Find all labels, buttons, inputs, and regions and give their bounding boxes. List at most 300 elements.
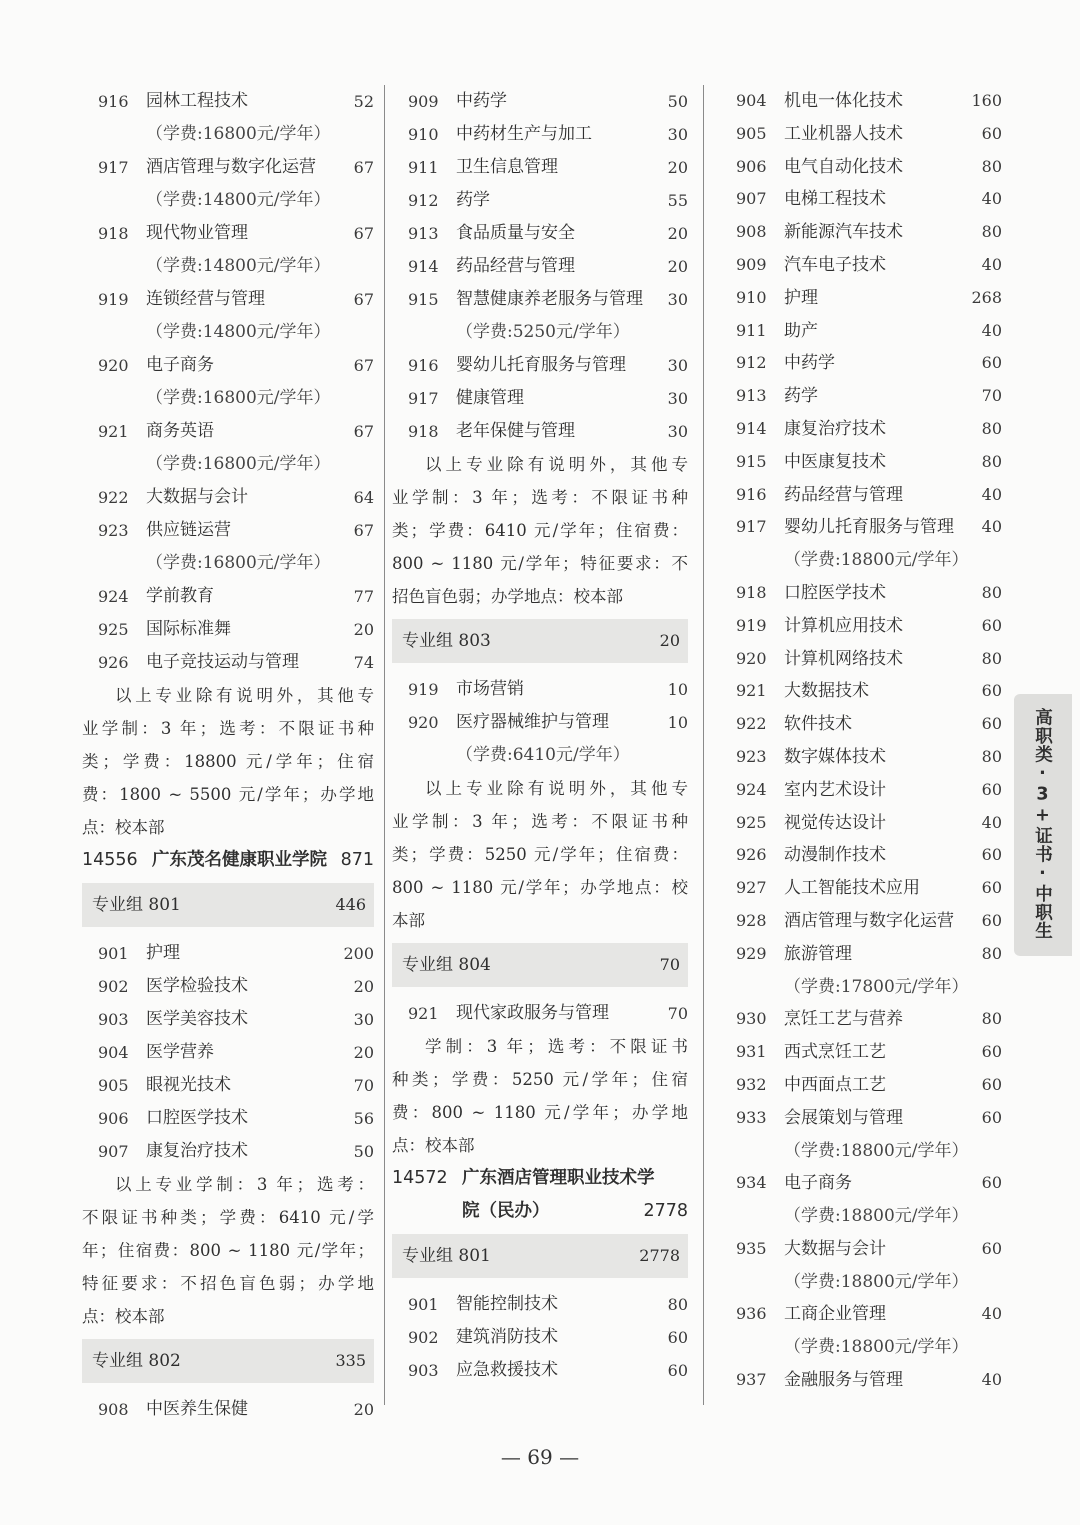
notes-line: 点：校本部 (82, 818, 165, 837)
notes-line: 类；学费：6410 元/学年；住宿费： (392, 521, 688, 540)
major-row (82, 283, 374, 316)
major-name: 老年保健与管理 (456, 421, 575, 441)
major-row (392, 118, 688, 151)
major-code: 917 (736, 517, 767, 537)
major-row (720, 774, 1002, 807)
major-code: 908 (98, 1400, 129, 1419)
major-code: 937 (736, 1370, 767, 1390)
major-name: 金融服务与管理 (784, 1370, 903, 1391)
major-code: 914 (736, 418, 767, 438)
major-code: 904 (736, 91, 767, 110)
institution-code: 14556 (82, 850, 138, 870)
major-quota: 60 (981, 123, 1002, 143)
major-code: 906 (98, 1109, 129, 1128)
tuition-note: （学费:14800元/学年） (146, 322, 331, 342)
notes-paragraph (392, 1030, 688, 1162)
major-row (720, 1069, 1002, 1102)
institution-name: 广东茂名健康职业学院 (152, 850, 327, 870)
notes-line: 以上专业除有说明外，其他专 (425, 455, 688, 474)
major-name: 会展策划与管理 (784, 1107, 903, 1128)
major-row (82, 970, 374, 1003)
major-code: 932 (736, 1074, 767, 1094)
major-row (82, 937, 374, 970)
tuition-note-row (720, 544, 1002, 577)
institution-name: 广东酒店管理职业技术学 (462, 1168, 655, 1188)
major-name: 智能控制技术 (456, 1294, 558, 1314)
major-code: 923 (98, 521, 129, 540)
major-name: 工业机器人技术 (784, 123, 903, 144)
major-quota: 20 (667, 257, 688, 276)
major-name: 大数据与会计 (784, 1238, 886, 1259)
major-row (720, 1102, 1002, 1135)
major-code: 921 (408, 1004, 439, 1023)
major-code: 928 (736, 910, 767, 930)
major-quota: 80 (667, 1295, 688, 1314)
tuition-note: （学费:18800元/学年） (784, 1206, 969, 1227)
major-row (82, 514, 374, 547)
major-code: 936 (736, 1304, 767, 1324)
major-code: 913 (408, 224, 439, 243)
major-row (82, 217, 374, 250)
major-quota: 67 (353, 521, 374, 540)
notes-paragraph (82, 1168, 374, 1333)
major-group-quota: 20 (659, 631, 680, 650)
major-quota: 60 (981, 1173, 1002, 1193)
institution-total: 871 (340, 850, 374, 870)
tuition-note: （学费:16800元/学年） (146, 454, 331, 474)
major-row (720, 1036, 1002, 1069)
major-quota: 80 (981, 582, 1002, 602)
major-quota: 70 (353, 1076, 374, 1095)
major-quota: 60 (981, 910, 1002, 930)
major-quota: 30 (667, 290, 688, 309)
tuition-note: （学费:5250元/学年） (456, 322, 630, 342)
major-row (720, 643, 1002, 676)
major-quota: 80 (981, 156, 1002, 176)
major-row (82, 349, 374, 382)
major-name: 护理 (784, 287, 818, 308)
major-row (720, 905, 1002, 938)
major-name: 烹饪工艺与营养 (784, 1009, 903, 1030)
major-code: 909 (736, 254, 767, 274)
major-row (392, 85, 688, 118)
major-code: 914 (408, 257, 439, 276)
major-group-name: 专业组 803 (402, 631, 491, 651)
major-name: 电子商务 (146, 355, 214, 375)
major-group-bar (392, 943, 688, 987)
major-name: 药品经营与管理 (784, 484, 903, 505)
major-row (720, 315, 1002, 348)
major-code: 912 (736, 353, 767, 373)
major-code: 917 (408, 389, 439, 408)
major-name: 电子竞技运动与管理 (146, 652, 299, 672)
tuition-note: （学费:6410元/学年） (456, 745, 630, 765)
notes-line: 点：校本部 (392, 1136, 475, 1155)
institution-total: 2778 (643, 1201, 688, 1221)
major-code: 909 (408, 92, 439, 111)
major-code: 924 (98, 587, 129, 606)
major-row (720, 872, 1002, 905)
major-quota: 80 (981, 648, 1002, 668)
major-group-quota: 70 (659, 955, 680, 974)
major-name: 中药材生产与加工 (456, 124, 592, 144)
major-quota: 80 (981, 222, 1002, 242)
major-code: 901 (408, 1295, 439, 1314)
major-row (392, 415, 688, 448)
side-tab-label: 高职类·3+证书·中职生 (1032, 708, 1053, 940)
major-name: 护理 (146, 943, 180, 963)
institution-header (392, 1162, 688, 1228)
major-quota: 67 (353, 422, 374, 441)
major-row (720, 282, 1002, 315)
institution-header-line (392, 1162, 688, 1195)
major-name: 电子商务 (784, 1173, 852, 1194)
major-quota: 60 (667, 1328, 688, 1347)
major-code: 929 (736, 943, 767, 963)
major-name: 口腔医学技术 (784, 582, 886, 603)
major-code: 918 (408, 422, 439, 441)
major-row (392, 217, 688, 250)
major-code: 918 (98, 224, 129, 243)
column-middle (392, 85, 688, 1387)
notes-line: 费：800 ~ 1180 元/学年；办学地 (392, 1103, 688, 1122)
major-row (720, 511, 1002, 544)
major-row (82, 580, 374, 613)
major-quota: 40 (981, 254, 1002, 274)
major-name: 婴幼儿托育服务与管理 (456, 355, 626, 375)
major-quota: 60 (981, 615, 1002, 635)
major-name: 计算机应用技术 (784, 615, 903, 636)
major-name: 中医养生保健 (146, 1399, 248, 1419)
major-code: 919 (408, 680, 439, 699)
major-name: 大数据技术 (784, 681, 869, 702)
major-name: 动漫制作技术 (784, 845, 886, 866)
major-name: 国际标准舞 (146, 619, 231, 639)
major-group-name: 专业组 801 (92, 895, 181, 915)
major-name: 电气自动化技术 (784, 156, 903, 177)
major-code: 921 (98, 422, 129, 441)
major-quota: 50 (667, 92, 688, 111)
major-group-quota: 446 (335, 895, 366, 914)
major-quota: 60 (981, 779, 1002, 799)
major-name: 口腔医学技术 (146, 1108, 248, 1128)
major-quota: 80 (981, 943, 1002, 963)
major-row (392, 706, 688, 739)
major-code: 924 (736, 779, 767, 799)
notes-line: 类；学费：5250 元/学年；住宿费： (392, 845, 688, 864)
major-row (392, 349, 688, 382)
major-name: 视觉传达设计 (784, 812, 886, 833)
major-row (82, 1069, 374, 1102)
institution-code: 14572 (392, 1168, 448, 1188)
notes-paragraph (392, 772, 688, 937)
major-row (82, 646, 374, 679)
major-group-name: 专业组 802 (92, 1351, 181, 1371)
tuition-note-row (720, 1266, 1002, 1299)
major-name: 中药学 (456, 91, 507, 111)
major-name: 软件技术 (784, 714, 852, 735)
section-side-tab (1014, 694, 1072, 956)
major-group-bar (82, 1339, 374, 1383)
major-name: 卫生信息管理 (456, 157, 558, 177)
tuition-note-row (82, 547, 374, 580)
major-row (720, 216, 1002, 249)
major-code: 925 (736, 812, 767, 832)
major-quota: 70 (667, 1004, 688, 1023)
major-row (392, 184, 688, 217)
major-name: 药品经营与管理 (456, 256, 575, 276)
major-name: 机电一体化技术 (784, 91, 903, 111)
column-divider (384, 85, 385, 1405)
column-divider (703, 85, 704, 1405)
tuition-note-row (392, 316, 688, 349)
major-code: 917 (98, 158, 129, 177)
notes-line: 800 ~ 1180 元/学年；办学地点：校 (392, 878, 688, 897)
major-code: 918 (736, 582, 767, 602)
major-code: 931 (736, 1042, 767, 1062)
major-name: 人工智能技术应用 (784, 878, 920, 899)
major-row (392, 382, 688, 415)
major-code: 926 (736, 845, 767, 865)
major-row (82, 1003, 374, 1036)
major-row (720, 1364, 1002, 1397)
notes-line: 业学制：3 年；选考：不限证书种 (392, 812, 688, 831)
major-row (392, 1321, 688, 1354)
major-code: 916 (408, 356, 439, 375)
column-right (720, 85, 1002, 1397)
major-quota: 40 (981, 1304, 1002, 1324)
notes-line: 本部 (392, 911, 425, 930)
major-code: 906 (736, 156, 767, 176)
major-name: 康复治疗技术 (146, 1141, 248, 1161)
major-row (720, 85, 1002, 118)
major-quota: 60 (981, 1107, 1002, 1127)
major-row (82, 85, 374, 118)
major-name: 医学美容技术 (146, 1009, 248, 1029)
major-code: 923 (736, 746, 767, 766)
major-code: 902 (98, 977, 129, 996)
major-quota: 60 (667, 1361, 688, 1380)
major-name: 现代家政服务与管理 (456, 1003, 609, 1023)
major-name: 医学营养 (146, 1042, 214, 1062)
major-quota: 60 (981, 878, 1002, 898)
column-left (82, 85, 374, 1426)
major-quota: 52 (353, 92, 374, 111)
notes-line: 类；学费：18800 元/学年；住宿 (82, 752, 374, 771)
major-name: 连锁经营与管理 (146, 289, 265, 309)
major-code: 905 (98, 1076, 129, 1095)
major-name: 旅游管理 (784, 943, 852, 964)
major-code: 911 (408, 158, 439, 177)
major-name: 市场营销 (456, 679, 524, 699)
major-quota: 60 (981, 1074, 1002, 1094)
tuition-note-row (720, 1135, 1002, 1168)
major-quota: 67 (353, 224, 374, 243)
major-code: 930 (736, 1009, 767, 1029)
major-quota: 64 (353, 488, 374, 507)
major-code: 903 (98, 1010, 129, 1029)
major-quota: 40 (981, 320, 1002, 340)
major-row (392, 997, 688, 1030)
major-code: 901 (98, 944, 129, 963)
major-row (720, 118, 1002, 151)
tuition-note-row (82, 250, 374, 283)
major-quota: 30 (667, 389, 688, 408)
notes-line: 业学制：3 年；选考：不限证书种 (392, 488, 688, 507)
tuition-note: （学费:18800元/学年） (784, 1271, 969, 1292)
tuition-note: （学费:16800元/学年） (146, 553, 331, 573)
major-quota: 50 (353, 1142, 374, 1161)
major-quota: 30 (667, 125, 688, 144)
major-group-bar (392, 1234, 688, 1278)
major-row (392, 673, 688, 706)
major-row (82, 1135, 374, 1168)
major-quota: 80 (981, 451, 1002, 471)
major-row (392, 1354, 688, 1387)
major-code: 933 (736, 1107, 767, 1127)
major-group-quota: 2778 (639, 1246, 680, 1265)
major-name: 康复治疗技术 (784, 418, 886, 439)
major-row (720, 839, 1002, 872)
major-code: 907 (98, 1142, 129, 1161)
major-row (720, 151, 1002, 184)
major-quota: 67 (353, 290, 374, 309)
major-name: 酒店管理与数字化运营 (784, 910, 954, 931)
major-group-bar (82, 883, 374, 927)
tuition-note-row (82, 118, 374, 151)
major-name: 室内艺术设计 (784, 779, 886, 800)
major-quota: 67 (353, 158, 374, 177)
major-row (720, 807, 1002, 840)
major-code: 910 (408, 125, 439, 144)
major-row (720, 610, 1002, 643)
tuition-note: （学费:18800元/学年） (784, 1337, 969, 1358)
notes-line: 招色盲色弱；办学地点：校本部 (392, 587, 623, 606)
major-name: 药学 (784, 386, 818, 407)
notes-line: 费：1800 ~ 5500 元/学年；办学地 (82, 785, 374, 804)
major-row (392, 283, 688, 316)
major-name: 大数据与会计 (146, 487, 248, 507)
major-code: 922 (736, 714, 767, 734)
major-name: 婴幼儿托育服务与管理 (784, 517, 954, 538)
major-row (720, 1167, 1002, 1200)
major-code: 922 (98, 488, 129, 507)
tuition-note-row (392, 739, 688, 772)
major-quota: 20 (353, 1400, 374, 1419)
major-name: 新能源汽车技术 (784, 222, 903, 243)
tuition-note-row (82, 316, 374, 349)
major-row (720, 1233, 1002, 1266)
major-group-name: 专业组 804 (402, 955, 491, 975)
major-code: 902 (408, 1328, 439, 1347)
tuition-note: （学费:14800元/学年） (146, 190, 331, 210)
major-quota: 10 (667, 713, 688, 732)
major-quota: 268 (971, 287, 1002, 307)
major-name: 中药学 (784, 353, 835, 374)
major-code: 920 (736, 648, 767, 668)
major-code: 908 (736, 222, 767, 242)
major-code: 904 (98, 1043, 129, 1062)
major-quota: 40 (981, 484, 1002, 504)
tuition-note-row (82, 448, 374, 481)
major-quota: 80 (981, 1009, 1002, 1029)
major-quota: 70 (981, 386, 1002, 406)
notes-line: 以上专业学制：3 年；选考： (115, 1175, 374, 1194)
major-code: 934 (736, 1173, 767, 1193)
major-code: 926 (98, 653, 129, 672)
major-code: 915 (736, 451, 767, 471)
notes-paragraph (82, 679, 374, 844)
major-code: 913 (736, 386, 767, 406)
tuition-note-row (82, 382, 374, 415)
notes-line: 800 ~ 1180 元/学年；特征要求：不 (392, 554, 688, 573)
major-code: 912 (408, 191, 439, 210)
major-name: 医疗器械维护与管理 (456, 712, 609, 732)
notes-line: 学制：3 年；选考：不限证书 (425, 1037, 688, 1056)
major-quota: 40 (981, 812, 1002, 832)
major-row (720, 675, 1002, 708)
major-row (720, 1298, 1002, 1331)
major-row (82, 613, 374, 646)
major-quota: 60 (981, 681, 1002, 701)
notes-paragraph (392, 448, 688, 613)
major-row (720, 249, 1002, 282)
major-row (720, 183, 1002, 216)
major-name: 汽车电子技术 (784, 254, 886, 275)
major-name: 健康管理 (456, 388, 524, 408)
major-quota: 80 (981, 746, 1002, 766)
major-code: 920 (408, 713, 439, 732)
major-row (392, 151, 688, 184)
major-quota: 20 (353, 977, 374, 996)
major-row (392, 1288, 688, 1321)
major-group-bar (392, 619, 688, 663)
tuition-note-row (720, 1331, 1002, 1364)
major-quota: 160 (971, 91, 1002, 110)
tuition-note-row (720, 971, 1002, 1004)
major-quota: 55 (667, 191, 688, 210)
notes-line: 以上专业除有说明外，其他专 (425, 779, 688, 798)
major-name: 应急救援技术 (456, 1360, 558, 1380)
major-name: 助产 (784, 320, 818, 341)
major-name: 商务英语 (146, 421, 214, 441)
major-code: 925 (98, 620, 129, 639)
major-name: 智慧健康养老服务与管理 (456, 289, 643, 309)
major-code: 919 (98, 290, 129, 309)
major-quota: 60 (981, 714, 1002, 734)
major-name: 电梯工程技术 (784, 189, 886, 210)
major-quota: 60 (981, 1238, 1002, 1258)
major-name: 工商企业管理 (784, 1304, 886, 1325)
major-quota: 20 (353, 620, 374, 639)
major-code: 935 (736, 1238, 767, 1258)
major-quota: 40 (981, 189, 1002, 209)
major-name: 医学检验技术 (146, 976, 248, 996)
major-row (82, 151, 374, 184)
major-row (82, 415, 374, 448)
major-code: 907 (736, 189, 767, 209)
major-name: 学前教育 (146, 586, 214, 606)
major-quota: 77 (353, 587, 374, 606)
major-name: 建筑消防技术 (456, 1327, 558, 1347)
major-row (720, 413, 1002, 446)
major-name: 食品质量与安全 (456, 223, 575, 243)
major-code: 927 (736, 878, 767, 898)
major-row (720, 577, 1002, 610)
major-quota: 20 (667, 224, 688, 243)
major-quota: 56 (353, 1109, 374, 1128)
major-name: 供应链运营 (146, 520, 231, 540)
